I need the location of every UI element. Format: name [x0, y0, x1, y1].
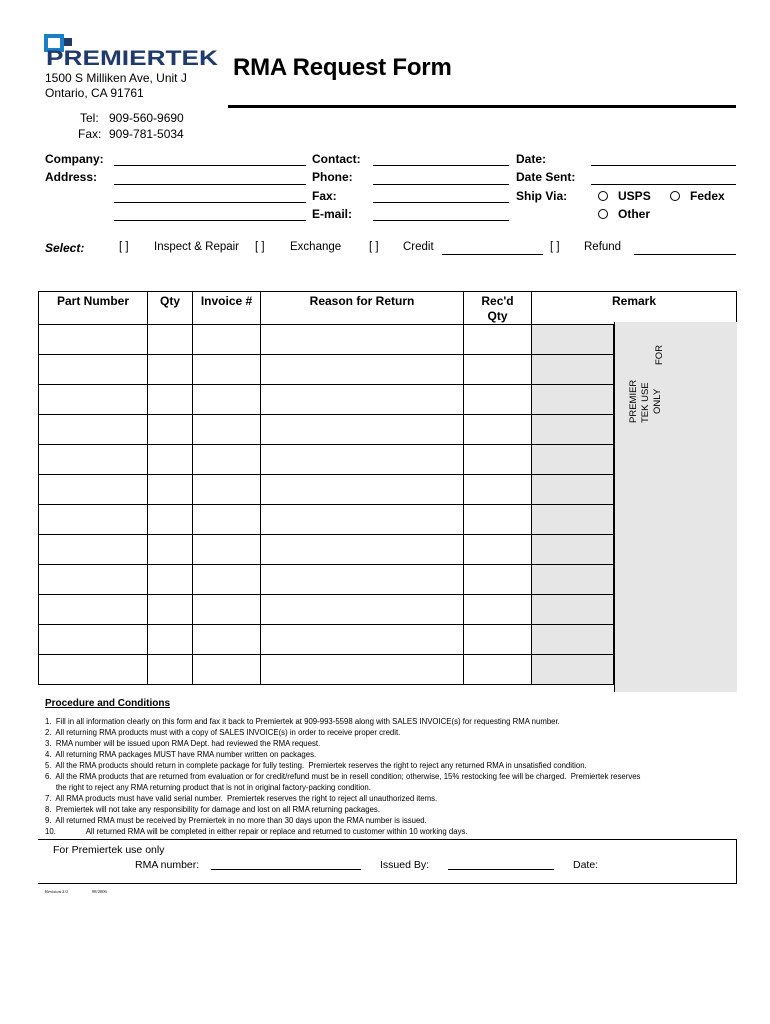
reason-cell[interactable]: [261, 625, 464, 655]
invoice-cell[interactable]: [193, 595, 261, 625]
address-field-3[interactable]: [114, 220, 306, 221]
rma-number-field[interactable]: [211, 869, 361, 870]
procedure-item: 7. All RMA products must have valid serial number. Premiertek reserves the right to reject all unauthorized items.: [45, 794, 438, 803]
address-line2: Ontario, CA 91761: [45, 86, 144, 100]
procedure-item: 4. All returning RMA packages MUST have RMA number written on packages.: [45, 750, 317, 759]
remark-cell[interactable]: [532, 475, 614, 505]
recd-qty-cell[interactable]: [464, 445, 532, 475]
procedure-item: 10. All returned RMA will be completed in either repair or replace and returned to customer within 10 working days.: [45, 827, 468, 836]
invoice-cell[interactable]: [193, 535, 261, 565]
procedure-list: [45, 716, 735, 837]
email-label: E-mail:: [312, 207, 353, 221]
recd-qty-cell[interactable]: [464, 355, 532, 385]
tel-value: 909-560-9690: [109, 111, 184, 125]
tel-label: Tel:: [80, 111, 99, 125]
procedure-item: 1. Fill in all information clearly on this form and fax it back to Premiertek at 909-993-5598 along with SALES INVOICE(s) for requesting RMA number.: [45, 717, 560, 726]
part-number-cell[interactable]: [39, 535, 148, 565]
recd-qty-cell[interactable]: [464, 505, 532, 535]
invoice-cell[interactable]: [193, 325, 261, 355]
qty-cell[interactable]: [148, 655, 193, 685]
address-line1: 1500 S Milliken Ave, Unit J: [45, 71, 187, 85]
remark-cell[interactable]: [532, 355, 614, 385]
issued-by-field[interactable]: [448, 869, 554, 870]
reason-cell[interactable]: [261, 355, 464, 385]
company-field[interactable]: [114, 165, 306, 166]
credit-field[interactable]: [442, 254, 543, 255]
select-label: Select:: [45, 241, 85, 255]
remark-cell[interactable]: [532, 325, 614, 355]
recd-qty-cell[interactable]: [464, 415, 532, 445]
ship-via-label: Ship Via:: [516, 189, 568, 203]
company-label: Company:: [45, 152, 104, 166]
ship-usps-label: USPS: [618, 189, 651, 203]
page-title: RMA Request Form: [233, 54, 452, 81]
date-sent-field[interactable]: [591, 184, 736, 185]
premiertek-logo: [44, 34, 220, 70]
credit-checkbox[interactable]: [ ]: [369, 241, 379, 253]
invoice-cell[interactable]: [193, 565, 261, 595]
part-number-cell[interactable]: [39, 445, 148, 475]
phone-field[interactable]: [373, 184, 509, 185]
reason-cell[interactable]: [261, 385, 464, 415]
remark-cell[interactable]: [532, 535, 614, 565]
exchange-label: Exchange: [290, 241, 342, 253]
qty-cell[interactable]: [148, 415, 193, 445]
procedure-title: Procedure and Conditions: [45, 698, 171, 709]
reason-cell[interactable]: [261, 415, 464, 445]
remark-cell[interactable]: [532, 595, 614, 625]
qty-cell[interactable]: [148, 535, 193, 565]
qty-cell[interactable]: [148, 475, 193, 505]
invoice-cell[interactable]: [193, 625, 261, 655]
procedure-item: 2. All returning RMA products must with a copy of SALES INVOICE(s) in order to receive proper credit.: [45, 728, 401, 737]
procedure-item: 8. Premiertek will not take any responsibility for damage and lost on all RMA returning packages.: [45, 805, 380, 814]
invoice-cell[interactable]: [193, 475, 261, 505]
recd-qty-cell[interactable]: [464, 595, 532, 625]
part-number-cell[interactable]: [39, 595, 148, 625]
part-number-cell[interactable]: [39, 625, 148, 655]
reason-cell[interactable]: [261, 535, 464, 565]
recd-qty-cell[interactable]: [464, 535, 532, 565]
recd-qty-cell[interactable]: [464, 565, 532, 595]
procedure-item: 3. RMA number will be issued upon RMA Dept. had reviewed the RMA request.: [45, 739, 321, 748]
part-number-cell[interactable]: [39, 325, 148, 355]
recd-qty-cell[interactable]: [464, 475, 532, 505]
contact-label: Contact:: [312, 152, 361, 166]
remark-cell[interactable]: [532, 625, 614, 655]
tek-use-line-1: FOR: [654, 344, 665, 365]
recd-qty-cell[interactable]: [464, 385, 532, 415]
invoice-cell[interactable]: [193, 415, 261, 445]
procedure-item: 5. All the RMA products should return in complete package for fully testing. Premiertek reserves the right to reject any returned RMA in unsatisfied condition.: [45, 761, 587, 770]
logo-wordmark: PREMIERTEK: [46, 47, 218, 70]
email-field[interactable]: [373, 220, 509, 221]
reason-cell[interactable]: [261, 445, 464, 475]
address-field-1[interactable]: [114, 184, 306, 185]
invoice-cell[interactable]: [193, 385, 261, 415]
part-number-cell[interactable]: [39, 355, 148, 385]
use-only-title: For Premiertek use only: [53, 844, 165, 856]
ship-other-label: Other: [618, 207, 651, 221]
procedure-item: 6. All the RMA products that are returned from evaluation or for credit/refund must be in resell condition; otherwise, 15% restocking fee will be charged. Premiertek reserves: [45, 772, 641, 781]
reason-cell[interactable]: [261, 325, 464, 355]
col-recd-qty: [464, 292, 532, 325]
part-number-cell[interactable]: [39, 475, 148, 505]
invoice-cell[interactable]: [193, 355, 261, 385]
col-recd-qty-label: Rec'd Qty: [481, 294, 514, 323]
exchange-checkbox[interactable]: [ ]: [255, 241, 265, 253]
qty-cell[interactable]: [148, 565, 193, 595]
radio-circle-icon: [598, 191, 608, 201]
invoice-cell[interactable]: [193, 445, 261, 475]
tek-use-line-4: ONLY: [652, 388, 663, 414]
remark-cell[interactable]: [532, 505, 614, 535]
col-invoice: Invoice #: [193, 292, 261, 325]
invoice-cell[interactable]: [193, 505, 261, 535]
remark-cell[interactable]: [532, 565, 614, 595]
part-number-cell[interactable]: [39, 655, 148, 685]
date-field[interactable]: [591, 165, 736, 166]
reason-cell[interactable]: [261, 565, 464, 595]
revision-text: Revision 2.0: [45, 889, 68, 894]
procedure-item: the right to reject any RMA returning product that is not in original factory-packing condition.: [45, 783, 371, 792]
reason-cell[interactable]: [261, 595, 464, 625]
remark-cell[interactable]: [532, 415, 614, 445]
qty-cell[interactable]: [148, 625, 193, 655]
tek-use-line-2: PREMIER: [628, 379, 639, 423]
remark-cell[interactable]: [532, 385, 614, 415]
ship-fedex-label: Fedex: [690, 189, 725, 203]
reason-cell[interactable]: [261, 505, 464, 535]
ship-other-radio[interactable]: [598, 207, 650, 221]
tek-use-line-3: TEK USE: [640, 382, 651, 423]
title-rule: [228, 105, 736, 108]
qty-cell[interactable]: [148, 385, 193, 415]
refund-checkbox[interactable]: [ ]: [550, 241, 560, 253]
inspect-repair-label: Inspect & Repair: [154, 241, 240, 253]
fax-field-label: Fax:: [312, 189, 337, 203]
radio-circle-icon: [670, 191, 680, 201]
table-header-row: [39, 292, 737, 325]
ship-usps-radio[interactable]: [598, 189, 651, 203]
phone-label: Phone:: [312, 170, 353, 184]
inspect-repair-checkbox[interactable]: [ ]: [119, 241, 129, 253]
use-date-label: Date:: [573, 859, 599, 871]
date-label: Date:: [516, 152, 547, 166]
recd-qty-cell[interactable]: [464, 625, 532, 655]
col-qty: Qty: [148, 292, 193, 325]
part-number-cell[interactable]: [39, 385, 148, 415]
date-sent-label: Date Sent:: [516, 170, 576, 184]
issued-by-label: Issued By:: [380, 859, 430, 871]
col-part-number: Part Number: [39, 292, 148, 325]
rma-number-label: RMA number:: [135, 859, 200, 871]
address-label: Address:: [45, 170, 98, 184]
part-number-cell[interactable]: [39, 505, 148, 535]
reason-cell[interactable]: [261, 475, 464, 505]
qty-cell[interactable]: [148, 505, 193, 535]
qty-cell[interactable]: [148, 325, 193, 355]
fax-field[interactable]: [373, 202, 509, 203]
qty-cell[interactable]: [148, 595, 193, 625]
radio-circle-icon: [598, 209, 608, 219]
tek-use-text: [612, 325, 682, 435]
revision-date: 08/2006: [92, 889, 107, 894]
recd-qty-cell[interactable]: [464, 655, 532, 685]
part-number-cell[interactable]: [39, 565, 148, 595]
credit-label: Credit: [403, 241, 434, 253]
remark-cell[interactable]: [532, 445, 614, 475]
procedure-item: 9. All returned RMA must be received by Premiertek in no more than 30 days upon the RMA number is issued.: [45, 816, 427, 825]
part-number-cell[interactable]: [39, 415, 148, 445]
address-field-2[interactable]: [114, 202, 306, 203]
qty-cell[interactable]: [148, 445, 193, 475]
reason-cell[interactable]: [261, 655, 464, 685]
invoice-cell[interactable]: [193, 655, 261, 685]
ship-fedex-radio[interactable]: [670, 189, 725, 203]
refund-label: Refund: [584, 241, 622, 253]
qty-cell[interactable]: [148, 355, 193, 385]
fax-value: 909-781-5034: [109, 127, 184, 141]
refund-field[interactable]: [634, 254, 736, 255]
recd-qty-cell[interactable]: [464, 325, 532, 355]
fax-label: Fax:: [78, 127, 102, 141]
col-remark: Remark: [532, 292, 737, 325]
remark-cell[interactable]: [532, 655, 614, 685]
contact-field[interactable]: [373, 165, 509, 166]
col-reason: Reason for Return: [261, 292, 464, 325]
